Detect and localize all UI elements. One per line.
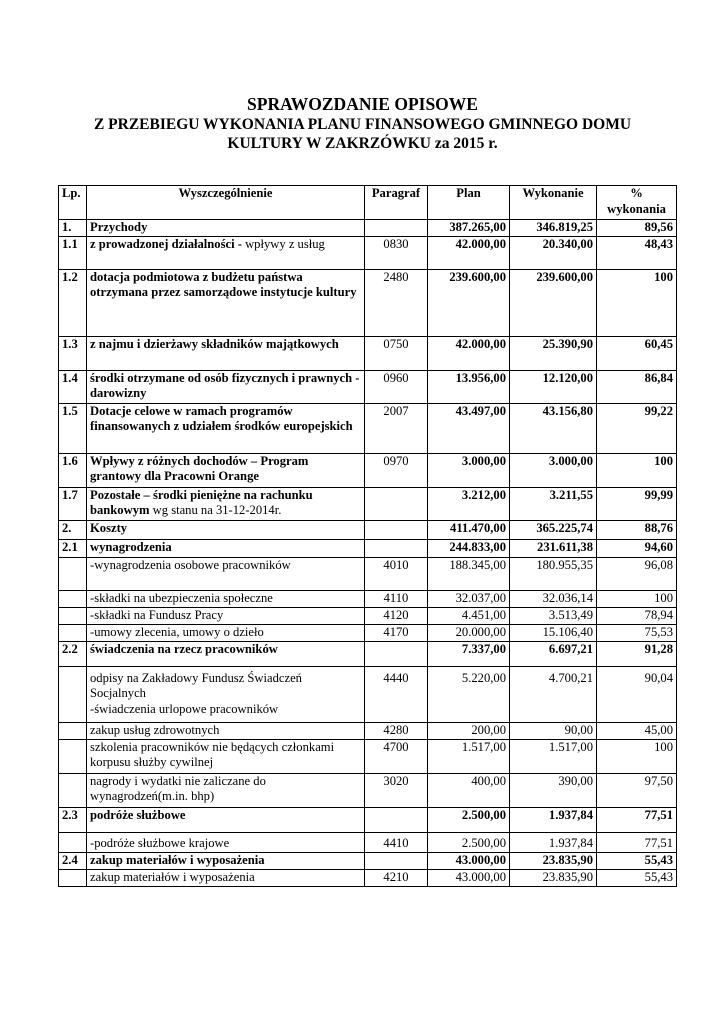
row-execution: 3.000,00 [510,453,597,487]
table-row [59,370,677,403]
row-execution: 1.937,84 [510,832,597,852]
row-execution: 20.340,00 [510,236,597,269]
row-paragraph: 4280 [365,722,428,739]
row-execution: 15.106,40 [510,624,597,641]
row-description [87,666,365,722]
row-description: Dotacje celowe w ramach programów finansowanych z udziałem środków europejskich [87,403,365,453]
row-description-line: odpisy na Zakładowy Fundusz Świadczeń Socjalnych [90,670,302,700]
row-lp: 2.2 [59,641,87,666]
row-plan: 7.337,00 [428,641,510,666]
row-plan: 239.600,00 [428,269,510,336]
row-description: dotacja podmiotowa z budżetu państwa otrzymana przez samorządowe instytucje kultury [87,269,365,336]
table-row [59,869,677,886]
row-paragraph: 2007 [365,403,428,453]
row-lp [59,590,87,607]
table-row [59,336,677,370]
row-execution: 180.955,35 [510,557,597,590]
row-lp: 1.5 [59,403,87,453]
row-execution: 6.697,21 [510,641,597,666]
row-plan: 20.000,00 [428,624,510,641]
row-plan: 42.000,00 [428,236,510,269]
row-description: zakup materiałów i wyposażenia [87,852,365,869]
table-row [59,739,677,773]
row-percent: 97,50 [597,773,677,807]
row-lp: 1. [59,220,87,237]
row-percent: 60,45 [597,336,677,370]
row-percent: 75,53 [597,624,677,641]
row-execution: 12.120,00 [510,370,597,403]
table-row [59,539,677,557]
table-row [59,607,677,624]
table-row [59,520,677,539]
row-plan: 42.000,00 [428,336,510,370]
row-plan: 200,00 [428,722,510,739]
row-execution: 4.700,21 [510,666,597,722]
row-lp [59,869,87,886]
financial-report-table [58,185,677,887]
row-lp: 1.1 [59,236,87,269]
col-header-percent: % wykonania [597,186,677,220]
row-percent: 77,51 [597,832,677,852]
row-plan: 188.345,00 [428,557,510,590]
table-row [59,641,677,666]
row-lp [59,666,87,722]
row-paragraph: 4410 [365,832,428,852]
row-execution: 90,00 [510,722,597,739]
table-row [59,807,677,832]
row-plan: 13.956,00 [428,370,510,403]
row-description: Przychody [87,220,365,237]
row-plan: 3.212,00 [428,487,510,520]
table-row [59,453,677,487]
row-plan: 3.000,00 [428,453,510,487]
row-lp [59,607,87,624]
row-percent: 48,43 [597,236,677,269]
row-description: podróże służbowe [87,807,365,832]
table-row [59,773,677,807]
row-description: -składki na ubezpieczenia społeczne [87,590,365,607]
row-percent: 99,22 [597,403,677,453]
row-plan: 400,00 [428,773,510,807]
row-execution: 23.835,90 [510,852,597,869]
table-row [59,557,677,590]
row-paragraph: 4170 [365,624,428,641]
row-plan: 5.220,00 [428,666,510,722]
row-execution: 3.513,49 [510,607,597,624]
row-description: wynagrodzenia [87,539,365,557]
row-paragraph: 4700 [365,739,428,773]
row-description [87,487,365,520]
col-header-description: Wyszczególnienie [87,186,365,220]
row-paragraph: 4440 [365,666,428,722]
row-percent: 89,56 [597,220,677,237]
table-row [59,590,677,607]
row-paragraph: 0970 [365,453,428,487]
col-header-lp: Lp. [59,186,87,220]
row-paragraph [365,520,428,539]
table-row [59,832,677,852]
row-lp: 1.2 [59,269,87,336]
row-execution: 25.390,90 [510,336,597,370]
row-description: zakup materiałów i wyposażenia [87,869,365,886]
row-lp [59,557,87,590]
row-paragraph: 2480 [365,269,428,336]
row-execution: 390,00 [510,773,597,807]
table-row [59,624,677,641]
row-paragraph [365,852,428,869]
col-header-execution: Wykonanie [510,186,597,220]
row-description: -składki na Fundusz Pracy [87,607,365,624]
row-percent: 90,04 [597,666,677,722]
report-header [0,94,725,153]
row-paragraph: 0960 [365,370,428,403]
table-row [59,236,677,269]
row-percent: 88,76 [597,520,677,539]
row-description: -wynagrodzenia osobowe pracowników [87,557,365,590]
row-paragraph: 3020 [365,773,428,807]
row-description: zakup usług zdrowotnych [87,722,365,739]
row-percent: 100 [597,590,677,607]
row-lp: 2.1 [59,539,87,557]
col-header-plan: Plan [428,186,510,220]
row-paragraph: 0830 [365,236,428,269]
row-percent: 91,28 [597,641,677,666]
row-plan: 43.000,00 [428,869,510,886]
row-description: -podróże służbowe krajowe [87,832,365,852]
row-percent: 96,08 [597,557,677,590]
row-execution: 239.600,00 [510,269,597,336]
row-execution: 1.937,84 [510,807,597,832]
row-execution: 231.611,38 [510,539,597,557]
row-percent: 100 [597,453,677,487]
row-description: -umowy zlecenia, umowy o dzieło [87,624,365,641]
row-percent: 55,43 [597,852,677,869]
row-description-line: -świadczenia urlopowe pracowników [90,701,279,716]
row-lp: 1.7 [59,487,87,520]
row-description-bold: z prowadzonej działalności - [90,236,242,251]
row-description-bold: Pozostałe – środki pieniężne na rachunku bankowym [90,487,313,517]
row-description-note: wpływy z usług [241,236,325,251]
report-subtitle-line1: Z PRZEBIEGU WYKONANIA PLANU FINANSOWEGO GMINNEGO DOMU [93,116,632,133]
row-paragraph: 4010 [365,557,428,590]
row-execution: 365.225,74 [510,520,597,539]
row-description [87,236,365,269]
row-description: Koszty [87,520,365,539]
row-execution: 43.156,80 [510,403,597,453]
table-row [59,852,677,869]
row-paragraph [365,539,428,557]
row-execution: 32.036,14 [510,590,597,607]
row-description: Wpływy z różnych dochodów – Program grantowy dla Pracowni Orange [87,453,365,487]
report-subtitle-line2: KULTURY W ZAKRZÓWKU za 2015 r. [227,135,498,152]
row-execution: 23.835,90 [510,869,597,886]
row-lp [59,722,87,739]
row-lp: 2. [59,520,87,539]
row-paragraph [365,487,428,520]
row-lp [59,773,87,807]
row-execution: 1.517,00 [510,739,597,773]
row-execution: 3.211,55 [510,487,597,520]
row-execution: 346.819,25 [510,220,597,237]
row-lp [59,739,87,773]
row-percent: 100 [597,739,677,773]
report-title: SPRAWOZDANIE OPISOWE [247,94,478,114]
table-row [59,666,677,722]
row-plan: 43.000,00 [428,852,510,869]
row-lp [59,624,87,641]
row-plan: 244.833,00 [428,539,510,557]
row-percent: 94,60 [597,539,677,557]
table-row [59,722,677,739]
row-plan: 387.265,00 [428,220,510,237]
table-row [59,269,677,336]
row-lp: 1.4 [59,370,87,403]
row-percent: 99,99 [597,487,677,520]
row-paragraph: 0750 [365,336,428,370]
row-description: środki otrzymane od osób fizycznych i prawnych - darowizny [87,370,365,403]
row-percent: 77,51 [597,807,677,832]
row-plan: 2.500,00 [428,832,510,852]
table-row [59,403,677,453]
table-row [59,487,677,520]
row-paragraph: 4120 [365,607,428,624]
row-plan: 1.517,00 [428,739,510,773]
row-paragraph: 4110 [365,590,428,607]
row-paragraph [365,641,428,666]
row-percent: 45,00 [597,722,677,739]
row-percent: 86,84 [597,370,677,403]
row-description: nagrody i wydatki nie zaliczane do wynagrodzeń(m.in. bhp) [87,773,365,807]
row-paragraph [365,807,428,832]
row-description: szkolenia pracowników nie będących członkami korpusu służby cywilnej [87,739,365,773]
row-plan: 2.500,00 [428,807,510,832]
row-percent: 100 [597,269,677,336]
col-header-paragraph: Paragraf [365,186,428,220]
row-paragraph: 4210 [365,869,428,886]
table-header-row [59,186,677,220]
row-paragraph [365,220,428,237]
row-plan: 4.451,00 [428,607,510,624]
row-description-note: wg stanu na 31-12-2014r. [149,503,282,517]
table-row [59,220,677,237]
row-lp: 1.3 [59,336,87,370]
row-lp: 1.6 [59,453,87,487]
row-plan: 43.497,00 [428,403,510,453]
row-percent: 55,43 [597,869,677,886]
row-lp: 2.3 [59,807,87,832]
row-percent: 78,94 [597,607,677,624]
row-description: z najmu i dzierżawy składników majątkowych [87,336,365,370]
row-lp [59,832,87,852]
row-plan: 411.470,00 [428,520,510,539]
row-description: świadczenia na rzecz pracowników [87,641,365,666]
row-lp: 2.4 [59,852,87,869]
row-plan: 32.037,00 [428,590,510,607]
